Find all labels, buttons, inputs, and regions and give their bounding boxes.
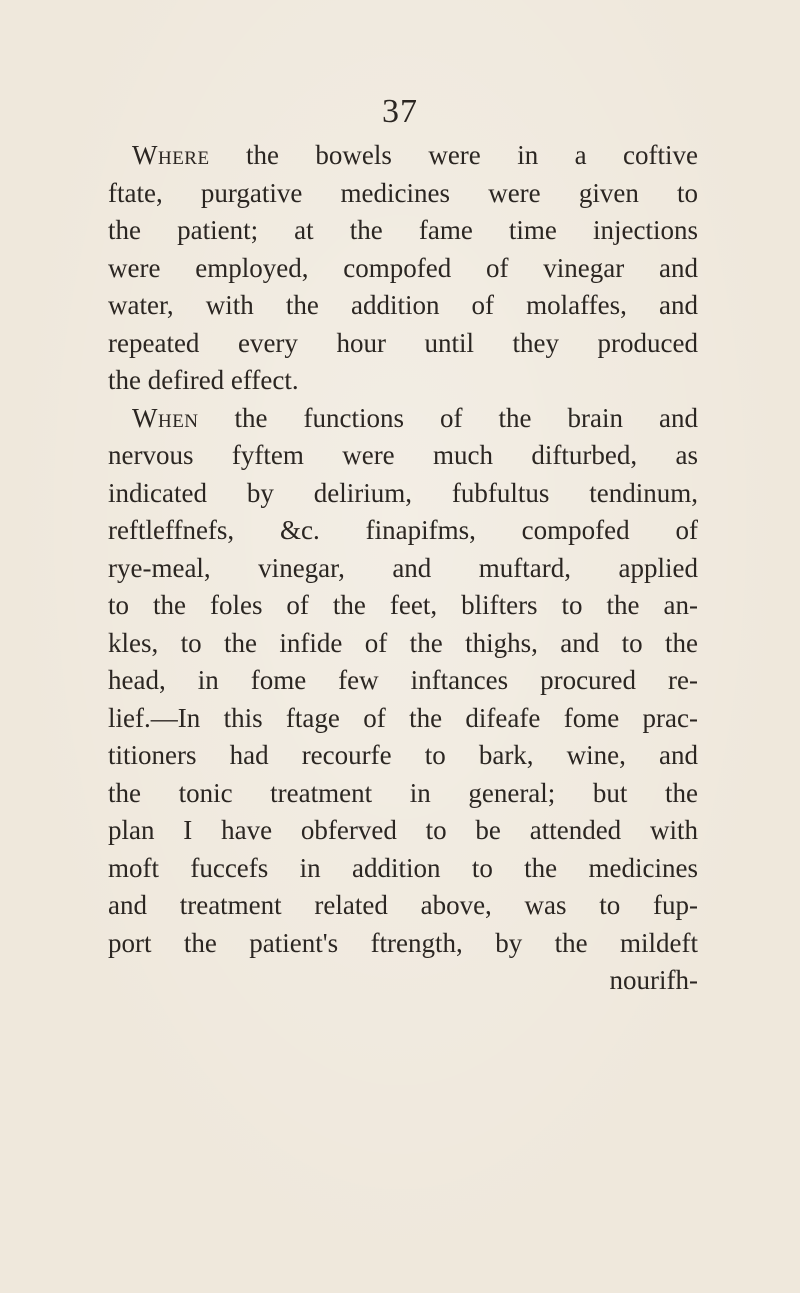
page-number: 37 [382,93,418,130]
text-line: titioners had recourfe to bark, wine, and [108,740,698,770]
text-line: nervous fyftem were much difturbed, as [108,440,698,470]
text-line: port the patient's ftrength, by the mildeft [108,927,698,958]
text-line: ftate, purgative medicines were given to [108,177,698,208]
text-line: reftleffnefs, &c. finapifms, compofed of [108,515,698,545]
text-line: kles, to the infide of the thighs, and to the [108,627,698,658]
text-line: were employed, compofed of vinegar and [108,252,698,283]
paragraph-lead-word: Where [132,140,210,170]
text-line: water, with the addition of molaffes, and [108,290,698,320]
text-line: When the functions of the brain and [132,402,698,433]
text-line: and treatment related above, was to fup- [108,890,698,920]
text-line: moft fuccefs in addition to the medicines [108,852,698,883]
text-line: indicated by delirium, fubfultus tendinum, [108,477,698,508]
text-line: the defired effect. [108,365,299,395]
text-line: the patient; at the fame time injections [108,215,698,245]
body-text [108,137,698,1000]
catchword: nourifh- [609,965,698,995]
text-line: rye-meal, vinegar, and muftard, applied [108,552,698,583]
text-line: to the foles of the feet, blifters to the an- [108,590,698,620]
text-line: plan I have obferved to be attended with [108,815,698,845]
text-line: the tonic treatment in general; but the [108,777,698,808]
paragraph-lead-word: When [132,402,199,433]
text-line: repeated every hour until they produced [108,327,698,358]
text-line: lief.—In this ftage of the difeafe fome prac- [108,702,698,733]
text-line: Where the bowels were in a coftive [132,140,698,170]
text-line: head, in fome few inftances procured re- [108,665,698,695]
